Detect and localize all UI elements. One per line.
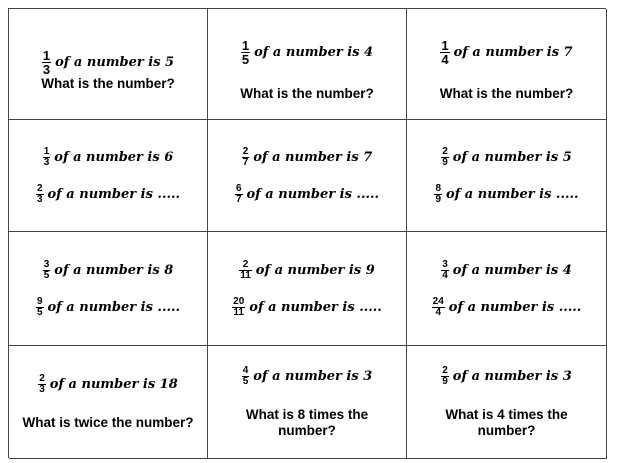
statement-text: of a number is 7 — [253, 149, 373, 165]
statement-text: of a number is 8 — [54, 262, 174, 278]
card-question-statement — [235, 184, 379, 205]
card-question-statement — [36, 297, 180, 318]
statement-text: of a number is ..... — [246, 186, 380, 202]
fraction — [36, 184, 44, 205]
fraction — [235, 184, 243, 205]
fraction-numerator: 4 — [242, 364, 249, 376]
card-11 — [208, 346, 407, 459]
card-question-statement — [434, 184, 578, 205]
fraction-denominator: 11 — [240, 269, 251, 281]
fraction — [241, 39, 250, 66]
fraction — [434, 184, 442, 205]
statement-text: of a number is 4 — [254, 45, 374, 60]
statement-text: of a number is 5 — [55, 55, 175, 70]
card-5 — [208, 120, 407, 232]
fraction-numerator: 6 — [235, 182, 242, 194]
fraction-numerator: 2 — [36, 182, 43, 194]
statement-text: of a number is ..... — [47, 186, 181, 202]
card-9 — [407, 232, 607, 346]
card-statement — [43, 260, 174, 281]
fraction-denominator: 7 — [242, 156, 249, 168]
fraction-denominator: 7 — [235, 193, 242, 205]
statement-text: of a number is 5 — [452, 149, 572, 165]
statement-text: of a number is 4 — [452, 262, 572, 278]
fraction-denominator: 4 — [442, 269, 448, 281]
card-question-statement — [232, 297, 382, 318]
fraction — [242, 366, 250, 387]
fraction-denominator: 5 — [36, 306, 43, 318]
fraction-numerator: 8 — [435, 182, 441, 194]
fraction-numerator: 9 — [36, 295, 43, 307]
card-question-statement — [432, 297, 582, 318]
fraction — [42, 49, 51, 76]
card-7 — [9, 232, 208, 346]
card-12 — [407, 346, 607, 459]
fraction-numerator: 2 — [442, 364, 448, 376]
card-statement — [441, 366, 572, 387]
fraction-numerator: 1 — [43, 145, 50, 157]
card-statement — [42, 49, 174, 76]
fraction-denominator: 3 — [42, 62, 51, 77]
fraction-denominator: 3 — [43, 156, 50, 168]
statement-text: of a number is 18 — [49, 376, 178, 392]
card-question: What is the number? — [41, 76, 175, 91]
statement-text: of a number is ..... — [446, 186, 579, 202]
card-statement — [242, 366, 373, 387]
fraction-numerator: 20 — [233, 295, 245, 307]
statement-text: of a number is 3 — [452, 368, 572, 384]
card-question: What is the number? — [240, 86, 374, 101]
card-statement — [241, 39, 373, 66]
fraction — [239, 260, 252, 281]
fraction-numerator: 2 — [242, 145, 249, 157]
statement-text: of a number is ..... — [448, 299, 582, 315]
fraction-numerator: 2 — [242, 258, 249, 270]
fraction-numerator: 1 — [241, 38, 250, 53]
fraction — [441, 260, 449, 281]
fraction-denominator: 11 — [233, 306, 244, 318]
statement-text: of a number is 9 — [255, 262, 375, 278]
fraction — [43, 147, 51, 168]
card-1 — [9, 9, 208, 120]
statement-text: of a number is ..... — [249, 299, 382, 315]
fraction-denominator: 5 — [43, 269, 50, 281]
fraction-numerator: 1 — [441, 38, 449, 53]
fraction-numerator: 3 — [442, 258, 448, 270]
fraction-numerator: 3 — [43, 258, 50, 270]
statement-text: of a number is 6 — [54, 149, 174, 165]
card-10 — [9, 346, 208, 459]
card-question: What is the number? — [439, 86, 574, 101]
statement-text: of a number is 7 — [453, 45, 573, 60]
fraction-numerator: 2 — [442, 145, 448, 157]
card-statement — [43, 147, 174, 168]
card-grid — [8, 8, 606, 458]
card-6 — [407, 120, 607, 232]
fraction — [232, 297, 245, 318]
card-question-statement — [36, 184, 180, 205]
card-4 — [9, 120, 208, 232]
card-statement — [239, 260, 375, 281]
fraction-denominator: 9 — [435, 193, 441, 205]
fraction — [242, 147, 250, 168]
card-question: What is twice the number? — [22, 414, 194, 430]
fraction-numerator: 2 — [39, 372, 45, 384]
fraction — [43, 260, 51, 281]
card-statement — [242, 147, 373, 168]
card-8 — [208, 232, 407, 346]
card-statement — [441, 147, 572, 168]
statement-text: of a number is 3 — [253, 368, 373, 384]
fraction-numerator: 24 — [432, 295, 444, 307]
card-statement — [38, 374, 178, 395]
fraction — [36, 297, 44, 318]
card-statement — [441, 260, 572, 281]
card-question: What is 8 times the number? — [245, 406, 369, 438]
fraction — [440, 39, 449, 66]
fraction-denominator: 4 — [441, 52, 449, 67]
fraction-denominator: 3 — [36, 193, 43, 205]
card-question: What is 4 times the number? — [445, 406, 568, 438]
fraction-denominator: 9 — [442, 375, 448, 387]
fraction — [441, 366, 449, 387]
fraction-numerator: 1 — [42, 48, 51, 63]
fraction-denominator: 9 — [442, 156, 448, 168]
fraction-denominator: 5 — [241, 52, 250, 67]
fraction — [432, 297, 445, 318]
fraction-denominator: 5 — [242, 375, 249, 387]
fraction — [441, 147, 449, 168]
fraction-denominator: 3 — [39, 383, 45, 395]
statement-text: of a number is ..... — [47, 299, 181, 315]
card-2 — [208, 9, 407, 120]
fraction-denominator: 4 — [435, 306, 441, 318]
fraction — [38, 374, 46, 395]
card-3 — [407, 9, 607, 120]
card-statement — [440, 39, 572, 66]
